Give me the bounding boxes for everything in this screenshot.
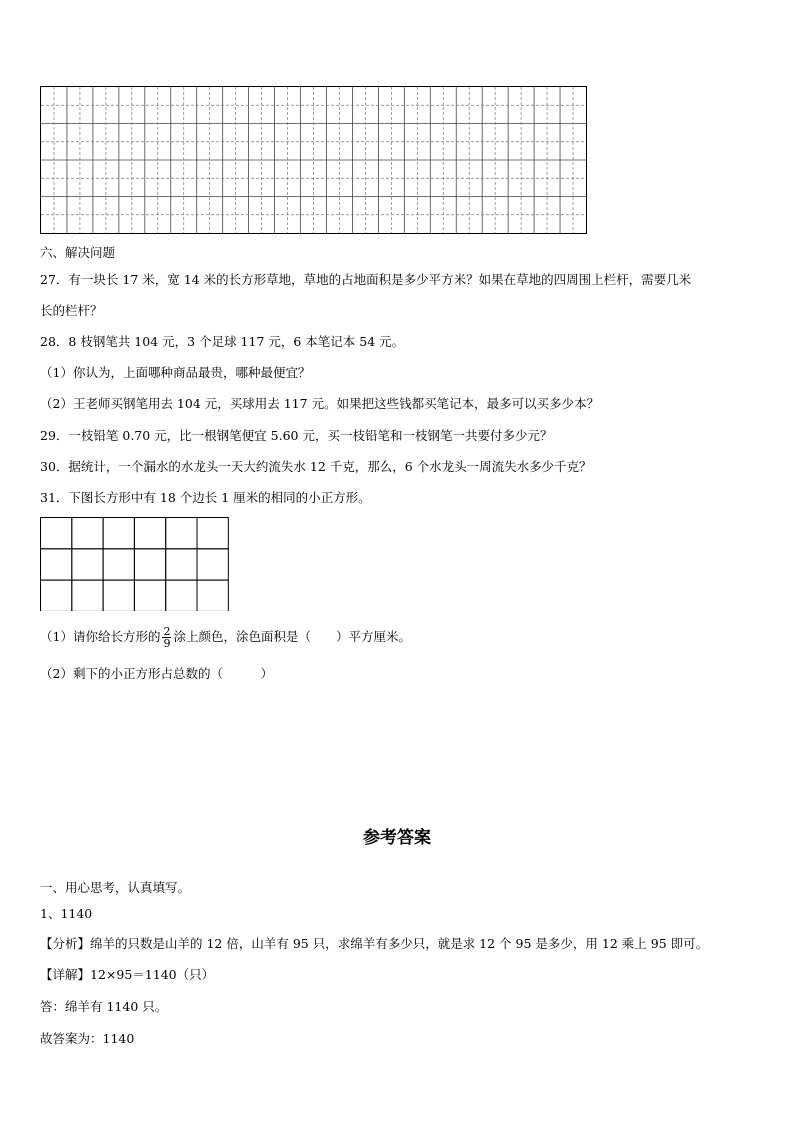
small-square [72,549,103,580]
square-grid-lines [40,517,230,611]
question-31-part2: （2）剩下的小正方形占总数的（ ） [40,666,273,681]
answers-section1: 一、用心思考，认真填写。 [40,880,191,895]
question-31: 31．下图长方形中有 18 个边长 1 厘米的相同的小正方形。 [40,490,371,505]
small-square [103,549,134,580]
small-square [134,518,165,549]
small-square [197,518,228,549]
question-28-part1: （1）你认为，上面哪种商品最贵，哪种最便宜？ [40,365,311,380]
small-square [166,580,197,611]
fraction [162,626,171,649]
small-square [197,580,228,611]
q31-1-suffix: 涂上颜色，涂色面积是（ ）平方厘米。 [173,629,411,644]
question-29: 29．一枝铅笔 0.70 元，比一根钢笔便宜 5.60 元，买一枝铅笔和一枝钢笔一共要付多少元？ [40,428,553,443]
q31-1-prefix: （1）请你给长方形的 [40,629,161,644]
small-square [134,549,165,580]
answer-detail: 【详解】12×95＝1140（只） [40,967,215,982]
small-square [134,580,165,611]
question-28: 28．8 枝钢笔共 104 元，3 个足球 117 元，6 本笔记本 54 元。 [40,334,405,349]
question-31-part1 [40,625,411,649]
answer-final: 故答案为：1140 [40,1031,135,1046]
answer-1: 1、1140 [40,906,93,921]
writing-grid-lines [41,87,588,235]
answer-analysis: 【分析】绵羊的只数是山羊的 12 倍，山羊有 95 只，求绵羊有多少只，就是求 12 个 95 是多少，用 12 乘上 95 即可。 [40,936,709,951]
small-square [103,518,134,549]
question-28-part2: （2）王老师买钢笔用去 104 元，买球用去 117 元。如果把这些钱都买笔记本，最多可以买多少本？ [40,396,600,411]
small-square [72,580,103,611]
fraction-denominator: 9 [163,637,171,650]
writing-grid [40,86,587,234]
answer-reply: 答：绵羊有 1140 只。 [40,999,168,1014]
small-square [166,549,197,580]
answers-title: 参考答案 [363,828,431,848]
small-square [41,549,72,580]
question-30: 30．据统计，一个漏水的水龙头一天大约流失水 12 千克，那么，6 个水龙头一周流失水多少千克？ [40,459,592,474]
section-heading: 六、解决问题 [40,245,116,260]
small-square [41,518,72,549]
small-square [197,549,228,580]
small-square [103,580,134,611]
small-square [72,518,103,549]
question-27-line1: 27．有一块长 17 米，宽 14 米的长方形草地，草地的占地面积是多少平方米？如果在草地的四周围上栏杆，需要几米 [40,272,692,287]
small-square [166,518,197,549]
fraction-numerator: 2 [163,625,171,638]
small-square [41,580,72,611]
square-grid [40,517,230,611]
question-27-line2: 长的栏杆？ [40,303,103,318]
